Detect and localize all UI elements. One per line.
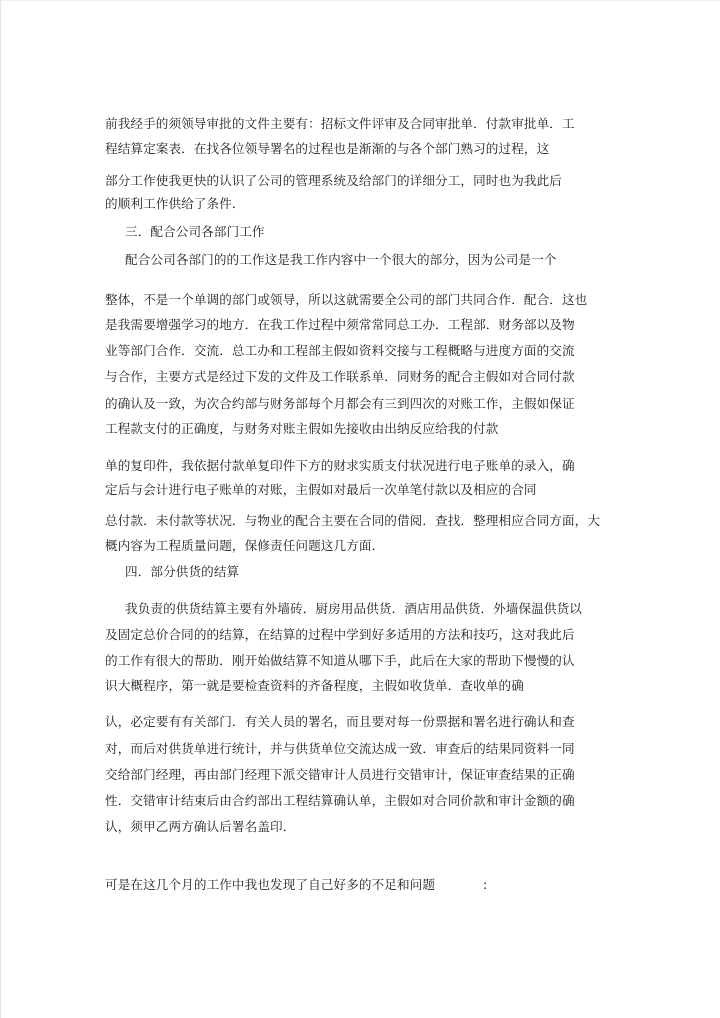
text-line: 工程款支付的正确度，与财务对账主假如先接收由出纳反应给我的付款 [105, 421, 499, 436]
section-heading: 四．部分供货的结算 [125, 564, 240, 579]
text-line: 定后与会计进行电子账单的对账，主假如对最后一次单笔付款以及相应的合同 [105, 482, 537, 497]
text-line: 是我需要增强学习的地方．在我工作过程中须常常同总工办．工程部．财务部以及物 [105, 317, 575, 332]
text-line: 对，而后对供货单进行统计，并与供货单位交流达成一致．审查后的结果同资料一同 [105, 741, 575, 756]
text-line: 程结算定案表．在找各位领导署名的过程也是渐渐的与各个部门熟习的过程，这 [105, 141, 550, 156]
section-heading: 三．配合公司各部门工作 [125, 224, 265, 239]
text-line: 可是在这几个月的工作中我也发现了自己好多的不足和问题 [105, 877, 436, 892]
text-line: 认，须甲乙两方确认后署名盖印． [105, 819, 296, 834]
text-line: 的确认及一致，为次合约部与财务部每个月都会有三到四次的对账工作，主假如保证 [105, 396, 575, 411]
text-line: : [483, 877, 488, 892]
text-line: 性．交错审计结束后由合约部出工程结算确认单，主假如对合同价款和审计金额的确 [105, 793, 575, 808]
text-line: 的顺利工作供给了条件． [105, 196, 245, 211]
text-line: 配合公司各部门的的工作这是我工作内容中一个很大的部分，因为公司是一个 [125, 252, 557, 267]
text-line: 交给部门经理，再由部门经理下派交错审计人员进行交错审计，保证审查结果的正确 [105, 767, 575, 782]
text-line: 整体，不是一个单调的部门或领导，所以这就需要全公司的部门共同合作．配合．这也 [105, 292, 588, 307]
text-line: 业等部门合作．交流．总工办和工程部主假如资料交接与工程概略与进度方面的交流 [105, 343, 575, 358]
text-line: 我负责的供货结算主要有外墙砖．厨房用品供货．酒店用品供货．外墙保温供货以 [125, 601, 582, 616]
text-line: 部分工作使我更快的认识了公司的管理系统及给部门的详细分工，同时也为我此后 [105, 173, 562, 188]
text-line: 认，必定要有有关部门．有关人员的署名，而且要对每一份票据和署名进行确认和查 [105, 714, 575, 729]
text-line: 总付款．未付款等状况．与物业的配合主要在合同的借阅．查找．整理相应合同方面，大 [105, 513, 601, 528]
text-line: 识大概程序，第一就是要检查资料的齐备程度，主假如收货单．查收单的确 [105, 678, 524, 693]
text-line: 与合作，主要方式是经过下发的文件及工作联系单．同财务的配合主假如对合同付款 [105, 369, 575, 384]
text-line: 及固定总价合同的的结算，在结算的过程中学到好多适用的方法和技巧，这对我此后 [105, 627, 575, 642]
text-line: 概内容为工程质量问题，保修责任问题这几方面． [105, 538, 385, 553]
text-line: 前我经手的须领导审批的文件主要有：招标文件评审及合同审批单．付款审批单．工 [105, 116, 575, 131]
text-line: 的工作有很大的帮助．刚开始做结算不知道从哪下手，此后在大家的帮助下慢慢的认 [105, 653, 575, 668]
text-line: 单的复印件，我依据付款单复印件下方的财求实质支付状况进行电子账单的录入，确 [105, 458, 575, 473]
